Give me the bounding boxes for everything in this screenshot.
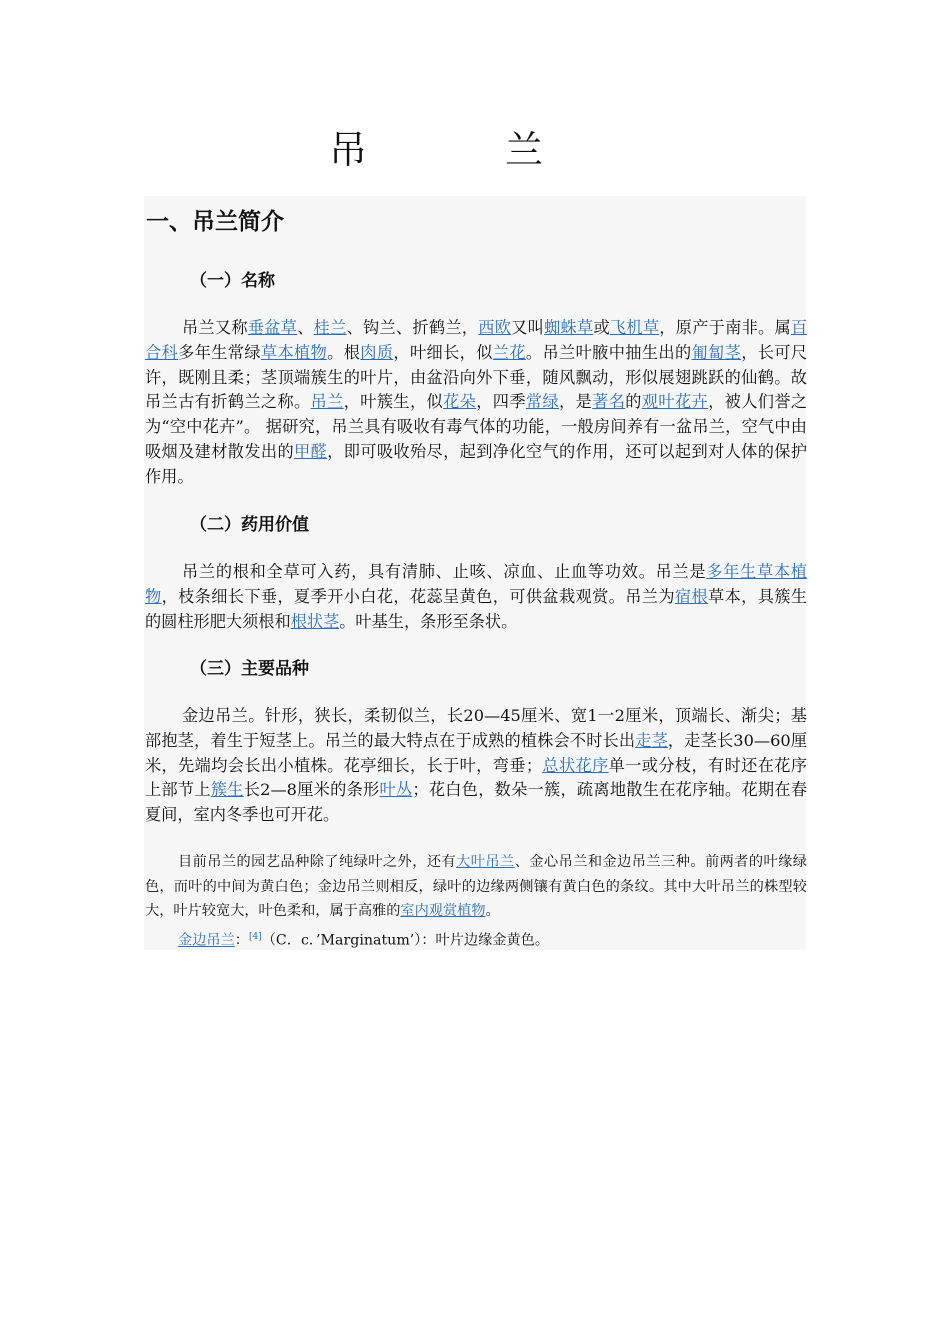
- inline-link[interactable]: 观叶花卉: [641, 392, 709, 412]
- inline-link[interactable]: 叶丛: [379, 780, 413, 800]
- text-run: 草本，具簇生的圆柱形肥大须根和: [145, 586, 808, 631]
- text-run: 又叫: [511, 318, 545, 337]
- text-run: 的: [625, 392, 642, 412]
- text-run: ，叶细长，似: [393, 342, 493, 362]
- inline-link[interactable]: 常绿: [525, 392, 560, 412]
- text-run: 吊兰的根和全草可入药，具有清肺、止咳、凉血、止血等功效。吊兰是: [182, 562, 707, 581]
- text-run: 目前吊兰的园艺品种除了纯绿叶之外，还有: [178, 854, 457, 870]
- text-run: ，原产于南非。属: [659, 318, 791, 337]
- subheading-medicinal: （二）药用价值: [190, 515, 309, 535]
- inline-link[interactable]: 蜘蛛草: [544, 318, 594, 337]
- text-run: ，四季: [476, 392, 526, 412]
- text-run: 。根: [327, 342, 361, 362]
- text-run: 多年生常绿: [178, 342, 261, 362]
- text-run: 单一或分枝，有时还在花序上部节上: [145, 755, 808, 800]
- inline-link[interactable]: 金边吊兰: [178, 932, 235, 949]
- inline-link[interactable]: 西欧: [478, 318, 512, 337]
- inline-link[interactable]: 花朵: [443, 392, 477, 412]
- paragraph-name: [145, 316, 807, 490]
- text-run: ：: [234, 932, 249, 949]
- text-run: ，是: [559, 392, 593, 412]
- subheading-name: （一）名称: [190, 271, 275, 291]
- text-run: 长2—8厘米的条形: [243, 780, 380, 800]
- text-run: 。叶基生，条形至条状。: [339, 611, 518, 631]
- page-title: 吊 兰: [328, 128, 593, 172]
- citation-link[interactable]: [4]: [248, 932, 262, 942]
- text-run: 吊兰又称: [182, 318, 248, 337]
- inline-link[interactable]: 著名: [592, 392, 626, 412]
- paragraph-varieties: [145, 704, 807, 828]
- text-run: ，被人们誉之为“空中花卉”。 据研究，吊兰具有吸收有毒气体的功能，一般房间养有一盆吊兰，空气中由吸烟及建材散发出的: [145, 392, 808, 461]
- subheading-varieties: （三）主要品种: [190, 659, 309, 679]
- text-run: ，走茎长30—60厘米，先端均会长出小植株。花亭细长，长于叶，弯垂；: [145, 730, 808, 775]
- inline-link[interactable]: 走茎: [635, 730, 668, 750]
- inline-link[interactable]: 室内观赏植物: [400, 903, 486, 920]
- inline-link[interactable]: 总状花序: [542, 755, 609, 775]
- text-run: ，即可吸收殆尽，起到净化空气的作用，还可以起到对人体的保护作用。: [145, 441, 808, 486]
- text-run: 、: [297, 318, 314, 337]
- text-run: 。吊兰叶腋中抽生出的: [525, 342, 692, 362]
- paragraph-golden-edge: [145, 925, 807, 953]
- text-run: ，枝条细长下垂，夏季开小白花，花蕊呈黄色，可供盆栽观赏。吊兰为: [161, 586, 675, 606]
- inline-link[interactable]: 匍匐茎: [691, 342, 742, 362]
- inline-link[interactable]: 百合科: [145, 318, 808, 362]
- section-heading-intro: 一、吊兰简介: [146, 209, 284, 235]
- text-run: 或: [593, 318, 610, 337]
- text-run: ，长可尺许，既刚且柔；茎顶端簇生的叶片，由盆沿向外下垂，随风飘动，形似展翅跳跃的仙鹤。故吊兰古有折鹤兰之称。: [145, 342, 808, 412]
- paragraph-medicinal: [145, 560, 807, 634]
- inline-link[interactable]: 草本植物: [260, 342, 328, 362]
- inline-link[interactable]: 宿根: [674, 586, 709, 606]
- inline-link[interactable]: 肉质: [360, 342, 394, 362]
- inline-link[interactable]: 桂兰: [313, 318, 347, 337]
- inline-link[interactable]: 垂盆草: [247, 318, 298, 337]
- inline-link[interactable]: 甲醛: [294, 441, 328, 461]
- paragraph-cultivars: [145, 850, 807, 924]
- inline-link[interactable]: 吊兰: [310, 392, 344, 412]
- inline-link[interactable]: 簇生: [210, 780, 244, 800]
- text-run: （C．c．’Marginatum’）：叶片边缘金黄色。: [261, 932, 550, 949]
- inline-link[interactable]: 根状茎: [290, 611, 340, 631]
- text-run: 金边吊兰。针形，狭长，柔韧似兰，长20—45厘米、宽1一2厘米，顶端长、渐尖；基部抱茎，着生于短茎上。吊兰的最大特点在于成熟的植株会不时长出: [145, 706, 807, 750]
- inline-link[interactable]: 多年生草本植物: [145, 562, 808, 606]
- inline-link[interactable]: 兰花: [492, 342, 526, 362]
- text-run: ；花白色，数朵一簇，疏离地散生在花序轴。花期在春夏间，室内冬季也可开花。: [145, 780, 808, 825]
- text-run: 、金心吊兰和金边吊兰三种。前两者的叶缘绿色，而叶的中间为黄白色；金边吊兰则相反，绿叶的边缘两侧镶有黄白色的条纹。其中大叶吊兰的株型较大，叶片较宽大，叶色柔和，属于高雅的: [145, 854, 807, 920]
- inline-link[interactable]: 飞机草: [609, 318, 660, 337]
- text-run: ，叶簇生，似: [343, 392, 444, 412]
- text-run: 。: [485, 903, 500, 920]
- text-run: 、钩兰、折鹤兰，: [346, 318, 479, 337]
- inline-link[interactable]: 大叶吊兰: [456, 854, 515, 870]
